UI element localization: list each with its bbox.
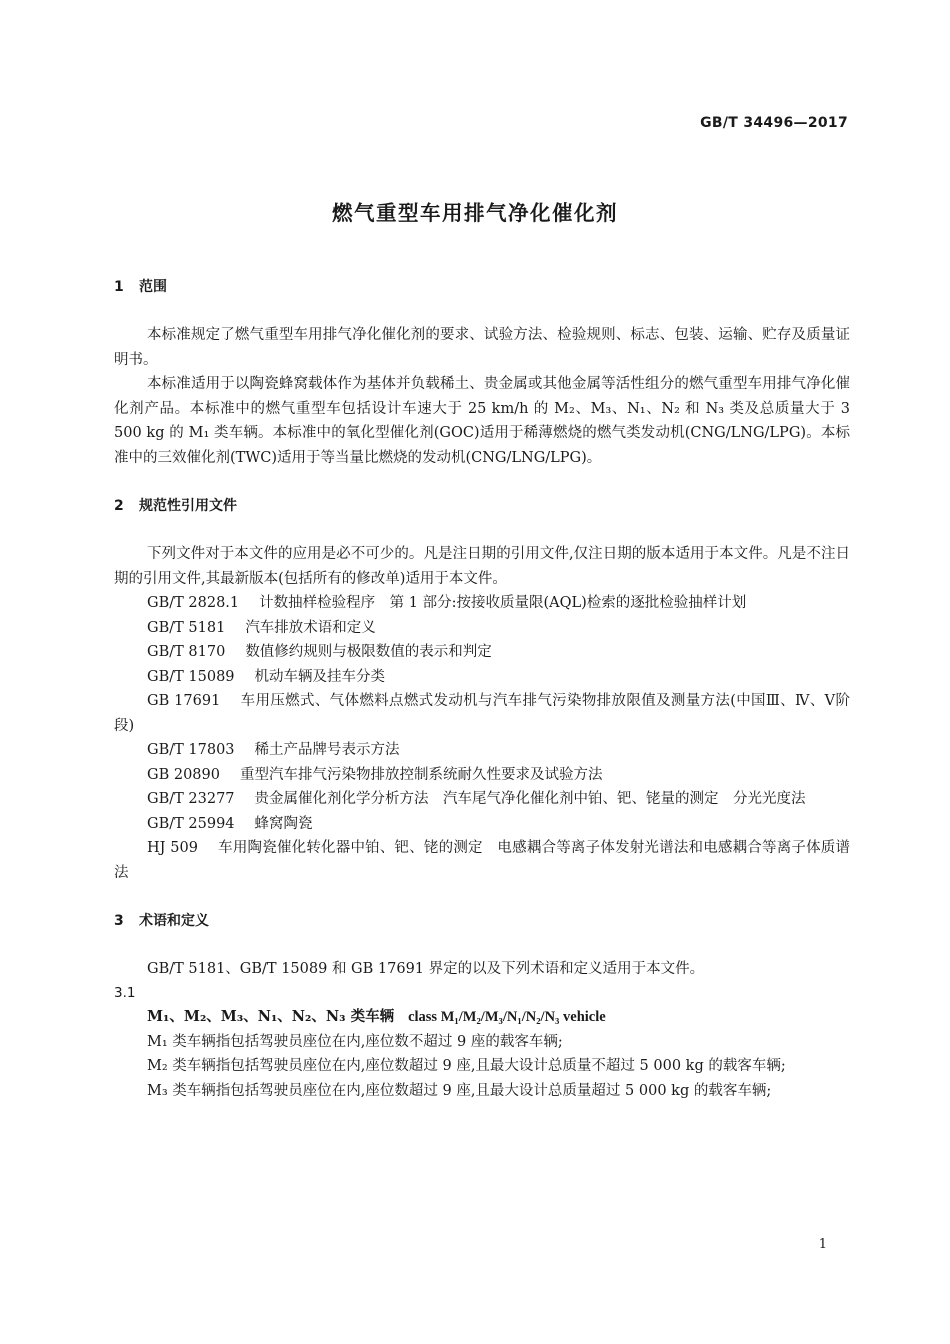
section-number: 1: [114, 279, 124, 295]
references-intro: 下列文件对于本文件的应用是必不可少的。凡是注日期的引用文件,仅注日期的版本适用于本文件。凡是不注日期的引用文件,其最新版本(包括所有的修改单)适用于本文件。: [114, 546, 850, 587]
reference-item: [114, 787, 850, 812]
reference-item: [114, 836, 850, 885]
reference-list: [114, 591, 850, 885]
reference-title: 蜂窝陶瓷: [254, 815, 313, 832]
section-title: 范围: [139, 279, 167, 295]
definition-m2: M₂ 类车辆指包括驾驶员座位在内,座位数超过 9 座,且最大设计总质量不超过 5 000 kg 的载客车辆;: [147, 1058, 786, 1074]
reference-code: GB 17691: [147, 693, 221, 709]
reference-title: 稀土产品牌号表示方法: [254, 742, 400, 758]
section-title: 术语和定义: [139, 913, 209, 929]
reference-title: 汽车排放术语和定义: [245, 619, 376, 636]
section-title: 规范性引用文件: [139, 498, 237, 514]
reference-item: [114, 763, 850, 788]
term-chinese: M₁、M₂、M₃、N₁、N₂、N₃ 类车辆: [147, 1007, 395, 1025]
standard-code: GB/T 34496—2017: [700, 115, 848, 131]
reference-item: [114, 616, 850, 641]
reference-code: GB/T 25994: [147, 815, 235, 832]
definition-m1: M₁ 类车辆指包括驾驶员座位在内,座位数不超过 9 座的载客车辆;: [147, 1033, 563, 1050]
reference-code: GB/T 2828.1: [147, 595, 240, 611]
term-heading: [114, 1004, 850, 1030]
reference-item: [114, 738, 850, 763]
reference-title: 贵金属催化剂化学分析方法 汽车尾气净化催化剂中铂、钯、铑量的测定 分光光度法: [254, 791, 806, 807]
reference-code: HJ 509: [147, 840, 198, 856]
reference-code: GB/T 15089: [147, 668, 235, 685]
reference-code: GB/T 17803: [147, 742, 235, 758]
terms-intro: GB/T 5181、GB/T 15089 和 GB 17691 界定的以及下列术语和定义适用于本文件。: [147, 961, 705, 977]
reference-item: [114, 665, 850, 690]
scope-paragraph-1: 本标准规定了燃气重型车用排气净化催化剂的要求、试验方法、检验规则、标志、包装、运输、贮存及质量证明书。: [114, 327, 850, 368]
reference-title: 机动车辆及挂车分类: [254, 668, 386, 685]
reference-code: GB/T 5181: [147, 619, 226, 636]
document-title: 燃气重型车用排气净化催化剂: [332, 201, 618, 225]
reference-title: 重型汽车排气污染物排放控制系统耐久性要求及试验方法: [239, 766, 603, 783]
reference-item: [114, 689, 850, 738]
reference-code: GB 20890: [147, 766, 220, 783]
reference-code: GB/T 23277: [147, 791, 235, 807]
reference-title: 车用压燃式、气体燃料点燃式发动机与汽车排气污染物排放限值及测量方法(中国Ⅲ、Ⅳ、Ⅴ阶段): [114, 693, 850, 734]
section-number: 2: [114, 498, 124, 514]
reference-item: [114, 591, 850, 616]
reference-code: GB/T 8170: [147, 644, 226, 660]
section-2-heading: [114, 497, 850, 515]
scope-paragraph-2: 本标准适用于以陶瓷蜂窝载体作为基体并负载稀土、贵金属或其他金属等活性组分的燃气重型车用排气净化催化剂产品。本标准中的燃气重型车包括设计车速大于 25 km/h 的 M₂、M₃、N₁、N₂ 和 N₃ 类及总质量大于 3 500 kg 的 M₁ 类车辆。本标准中的氧化型催化剂(GOC)适用于稀薄燃烧的燃气类发动机(CNG/LNG/LPG)。本标准中的三效催化剂(TWC)适用于等当量比燃烧的发动机(CNG/LNG/LPG)。: [114, 376, 850, 466]
section-3-heading: [114, 912, 850, 930]
section-1-heading: [114, 278, 850, 296]
document-body: [114, 278, 850, 1103]
definition-m3: M₃ 类车辆指包括驾驶员座位在内,座位数超过 9 座,且最大设计总质量超过 5 000 kg 的载客车辆;: [147, 1082, 772, 1099]
clause-number: 3.1: [114, 984, 136, 1001]
section-number: 3: [114, 913, 124, 929]
reference-item: [114, 812, 850, 837]
reference-title: 车用陶瓷催化转化器中铂、钯、铑的测定 电感耦合等离子体发射光谱法和电感耦合等离子体质谱法: [114, 840, 851, 881]
reference-title: 计数抽样检验程序 第 1 部分:按接收质量限(AQL)检索的逐批检验抽样计划: [259, 595, 747, 611]
page-number: 1: [818, 1237, 827, 1252]
term-english: class M₁/M₂/M₃/N₁/N₂/N₃ vehicle: [408, 1008, 606, 1025]
reference-item: [114, 640, 850, 665]
reference-title: 数值修约规则与极限数值的表示和判定: [245, 644, 492, 660]
